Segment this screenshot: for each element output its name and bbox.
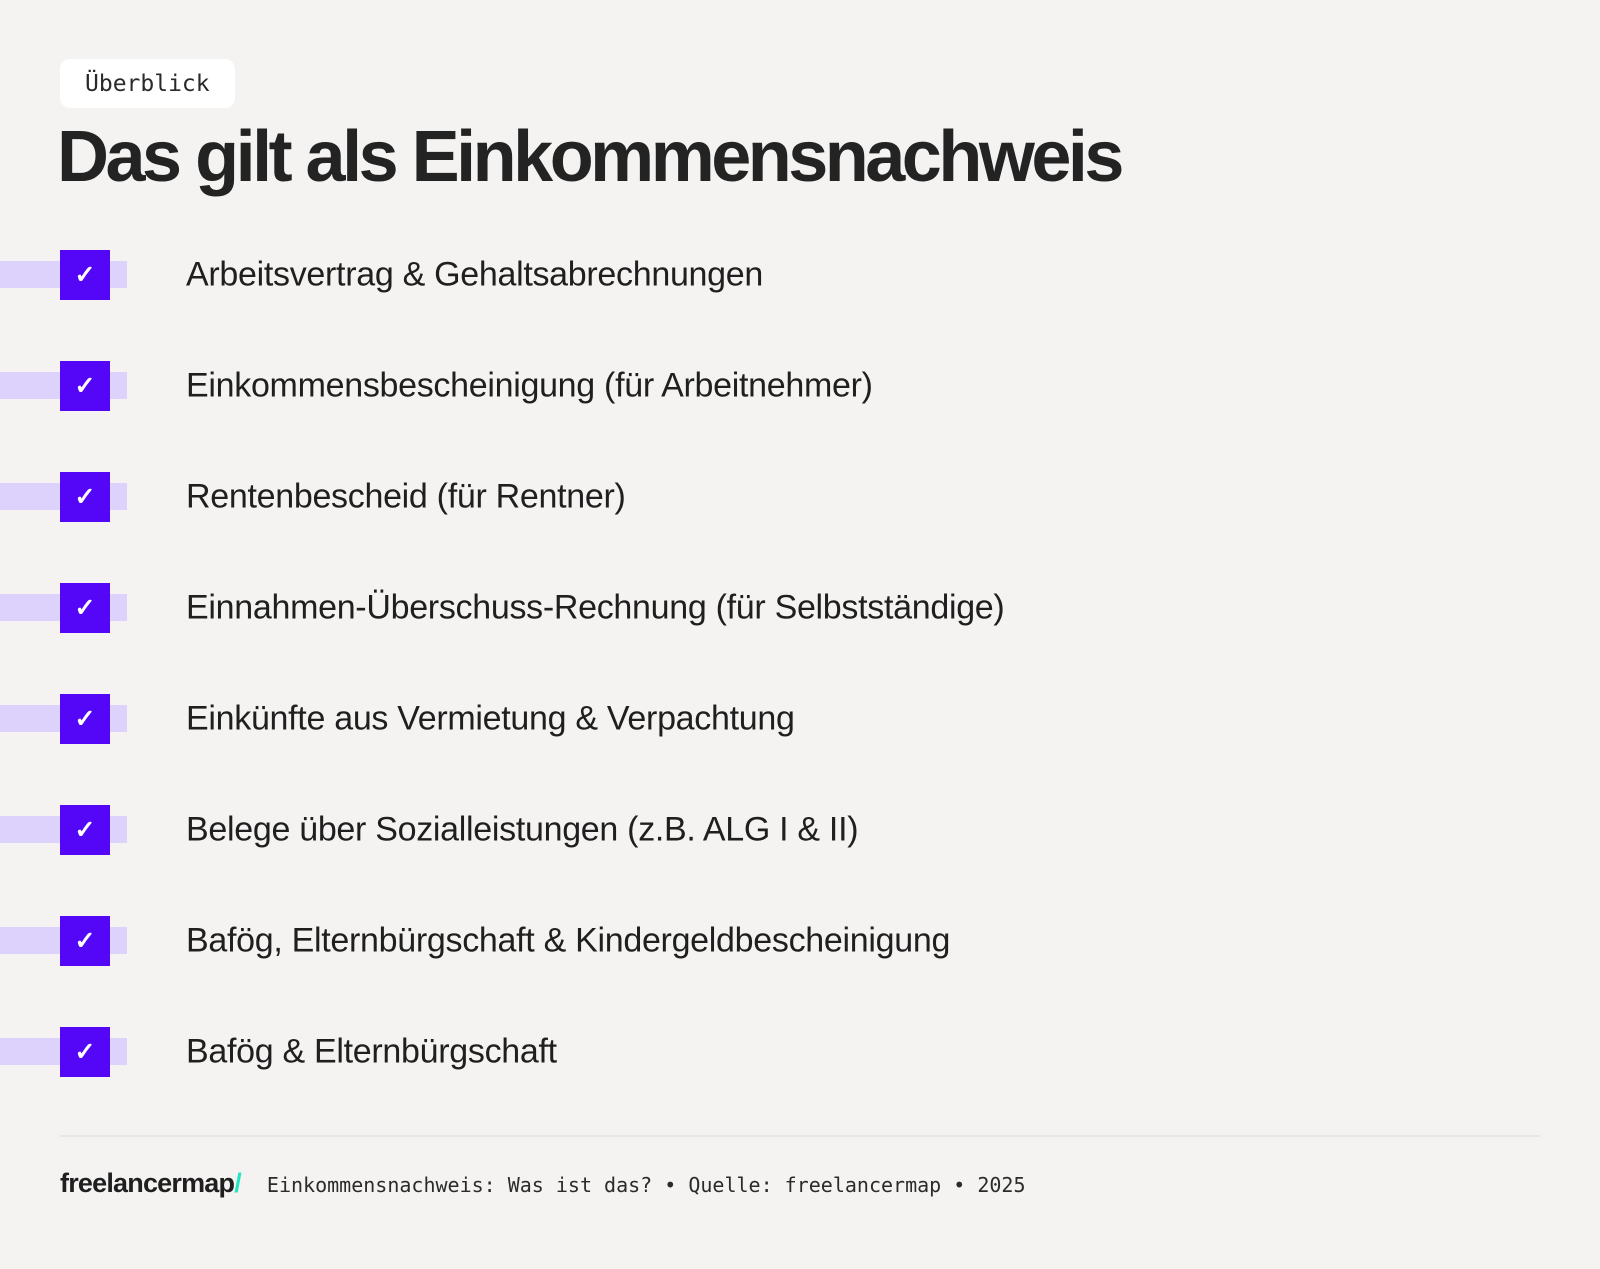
freelancermap-logo [60,1168,241,1199]
checkbox-checked-icon: ✓ [60,916,110,966]
checklist-row [0,472,1600,522]
checkbox-checked-icon: ✓ [60,250,110,300]
checklist-item-label: Einkommensbescheinigung (für Arbeitnehmer) [186,366,873,405]
checkbox-checked-icon: ✓ [60,472,110,522]
checkbox-checked-icon: ✓ [60,361,110,411]
checklist-row [0,916,1600,966]
checklist-row [0,583,1600,633]
checkbox-checked-icon: ✓ [60,694,110,744]
freelancermap-logo-text: freelancermap [60,1168,235,1198]
checklist-item-label: Bafög, Elternbürgschaft & Kindergeldbescheinigung [186,921,951,960]
footer-divider [60,1135,1540,1137]
checklist-item-label: Arbeitsvertrag & Gehaltsabrechnungen [186,255,763,294]
checkbox-checked-icon: ✓ [60,805,110,855]
footer [60,1168,1026,1199]
checklist-row [0,361,1600,411]
overview-badge [60,59,235,108]
checklist-row [0,694,1600,744]
checklist-row [0,805,1600,855]
page-title: Das gilt als Einkommensnachweis [57,117,1121,197]
footer-caption: Einkommensnachweis: Was ist das? • Quelle: freelancermap • 2025 [266,1173,1026,1197]
checklist-item-label: Rentenbescheid (für Rentner) [186,477,626,516]
checklist-item-label: Belege über Sozialleistungen (z.B. ALG I & II) [186,810,859,849]
checklist-item-label: Bafög & Elternbürgschaft [186,1032,557,1071]
checklist-item-label: Einnahmen-Überschuss-Rechnung (für Selbstständige) [186,588,1005,627]
checklist-item-label: Einkünfte aus Vermietung & Verpachtung [186,699,795,738]
overview-badge-label: Überblick [85,70,210,97]
checkbox-checked-icon: ✓ [60,1027,110,1077]
checklist-row [0,1027,1600,1077]
logo-slash-icon: / [234,1168,241,1198]
checklist [0,250,1600,1138]
checkbox-checked-icon: ✓ [60,583,110,633]
checklist-row [0,250,1600,300]
